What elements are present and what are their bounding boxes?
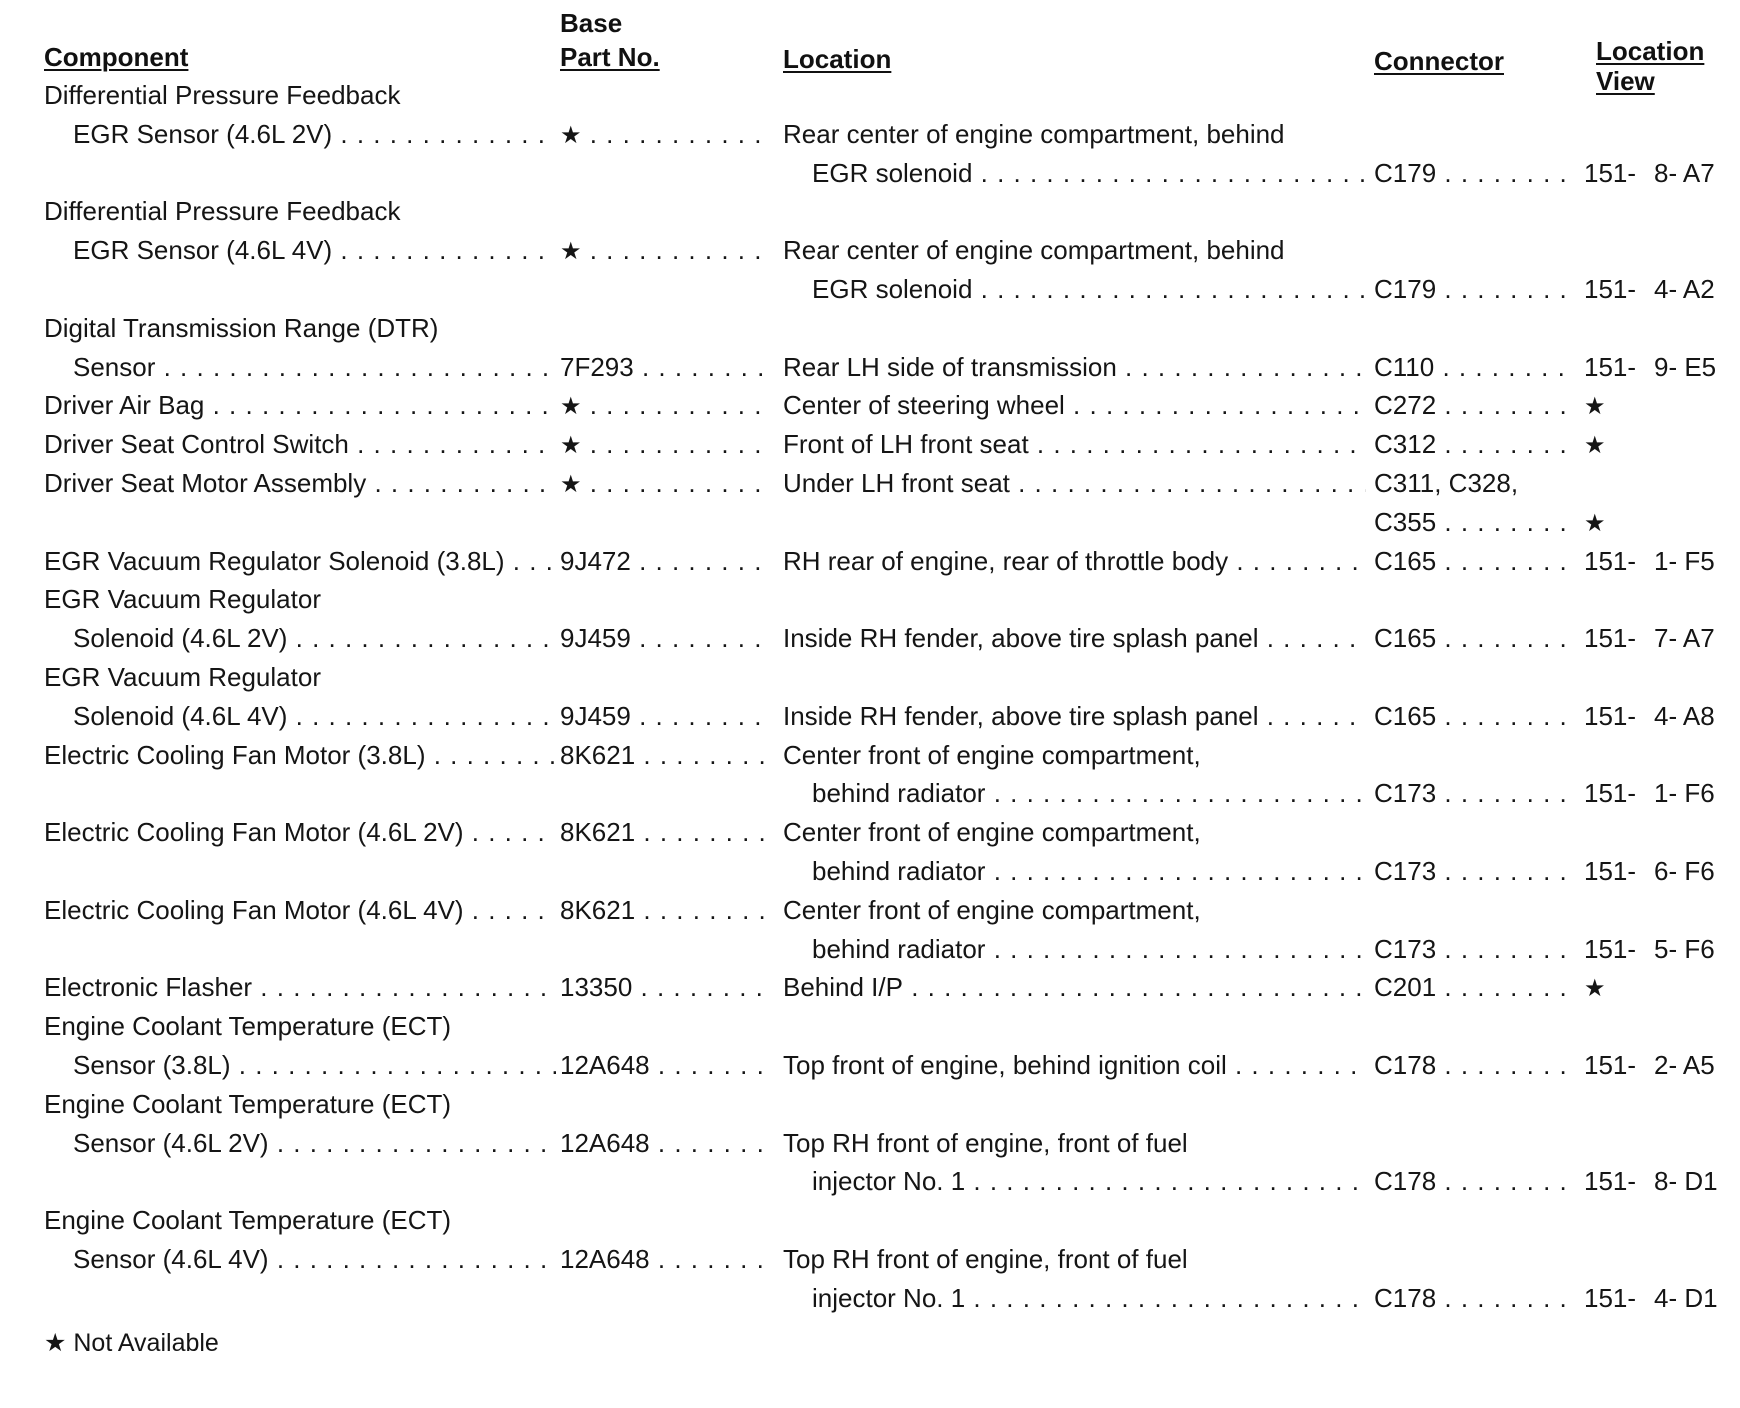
header-base-part-bottom: Part No. <box>560 42 660 72</box>
footnote-not-available: ★ Not Available <box>44 1329 219 1357</box>
location-view-page: 151- <box>1584 1282 1637 1313</box>
table-row <box>0 386 1740 425</box>
location-view-grid: 4- A8 <box>1654 700 1715 731</box>
base-part-number: ★ . . . <box>560 115 773 154</box>
table-row <box>0 852 1740 891</box>
location-view-grid: 7- A7 <box>1654 623 1715 654</box>
component-name: Driver Seat Motor Assembly . . . <box>44 464 556 503</box>
connector-id: C178 . . . <box>1374 1046 1574 1085</box>
table-row <box>0 1162 1740 1201</box>
location-view-page: ★ <box>1584 432 1606 460</box>
location-view-page: 151- <box>1584 623 1637 654</box>
location-view-page: 151- <box>1584 856 1637 886</box>
component-name: Engine Coolant Temperature (ECT) <box>44 1011 452 1042</box>
base-part-number: 8K621 . . . <box>560 891 773 930</box>
connector-id: C311, C328, <box>1374 468 1519 498</box>
table-row <box>0 270 1740 309</box>
table-row <box>0 1201 1740 1240</box>
location-text: Center of steering wheel . . . <box>783 386 1366 425</box>
component-name: EGR Sensor (4.6L 4V) . . . <box>73 231 556 270</box>
table-row <box>0 503 1740 542</box>
component-name: EGR Vacuum Regulator <box>44 584 321 615</box>
base-part-number: ★ . . . <box>560 425 773 464</box>
location-view-page: 151- <box>1584 1050 1637 1080</box>
table-row <box>0 425 1740 464</box>
table-row <box>0 968 1740 1007</box>
location-view-page: 151- <box>1584 933 1637 964</box>
location-text: Center front of engine compartment, <box>783 739 1201 770</box>
location-view-grid: 2- A5 <box>1654 1050 1715 1080</box>
location-text: Center front of engine compartment, <box>783 817 1201 848</box>
table-row <box>0 813 1740 852</box>
table-row <box>0 1279 1740 1318</box>
table-row <box>0 542 1740 581</box>
connector-id: C178 . . . <box>1374 1162 1574 1201</box>
table-row <box>0 1240 1740 1279</box>
location-view-page: ★ <box>1584 509 1606 537</box>
header-base-part-top: Base <box>560 8 623 38</box>
location-view-page: ★ <box>1584 393 1606 421</box>
component-name: Sensor (4.6L 4V) . . . <box>73 1240 556 1279</box>
base-part-number: 13350 . . . <box>560 968 773 1007</box>
location-text: EGR solenoid . . . <box>812 270 1366 309</box>
connector-id: C173 . . . <box>1374 774 1574 813</box>
location-view-page: 151- <box>1584 351 1637 382</box>
base-part-number: 8K621 . . . <box>560 813 773 852</box>
location-view-page: 151- <box>1584 700 1637 731</box>
component-name: EGR Sensor (4.6L 2V) . . . <box>73 115 556 154</box>
location-text: injector No. 1 . . . <box>812 1279 1366 1318</box>
table-row <box>0 154 1740 193</box>
connector-id: C355 . . . <box>1374 503 1574 542</box>
connector-id: C110 . . . <box>1374 348 1574 387</box>
table-row <box>0 930 1740 969</box>
location-view-grid: 4- D1 <box>1654 1282 1718 1313</box>
location-text: Front of LH front seat . . . <box>783 425 1366 464</box>
location-text: Top RH front of engine, front of fuel <box>783 1244 1188 1274</box>
connector-id: C179 . . . <box>1374 154 1574 193</box>
table-row <box>0 1007 1740 1046</box>
location-view-grid: 8- D1 <box>1654 1166 1718 1197</box>
component-name: Engine Coolant Temperature (ECT) <box>44 1205 452 1236</box>
table-row <box>0 309 1740 348</box>
header-location-view-top: Location <box>1596 36 1705 66</box>
location-view-grid: 5- F6 <box>1654 933 1715 964</box>
base-part-number: 7F293 . . . <box>560 348 773 387</box>
location-view-grid: 8- A7 <box>1654 157 1715 188</box>
location-text: behind radiator . . . <box>812 852 1366 891</box>
header-location-view-bottom: View <box>1596 66 1655 96</box>
table-row <box>0 192 1740 231</box>
base-part-number: 9J459 . . . <box>560 697 773 736</box>
table-row <box>0 658 1740 697</box>
base-part-number: 9J472 . . . <box>560 542 773 581</box>
component-name: Driver Seat Control Switch . . . <box>44 425 556 464</box>
base-part-number: ★ . . . <box>560 231 773 270</box>
location-view-grid: 9- E5 <box>1654 351 1717 382</box>
connector-id: C165 . . . <box>1374 697 1574 736</box>
header-connector: Connector <box>1374 46 1504 76</box>
location-text: Inside RH fender, above tire splash panel . . . <box>783 619 1366 658</box>
location-text: behind radiator . . . <box>812 774 1366 813</box>
location-text: RH rear of engine, rear of throttle body . . . <box>783 542 1366 581</box>
location-text: Rear center of engine compartment, behind <box>783 235 1285 266</box>
location-view-grid: 4- A2 <box>1654 274 1715 304</box>
location-view-grid: 1- F5 <box>1654 545 1715 576</box>
connector-id: C312 . . . <box>1374 425 1574 464</box>
base-part-number: 9J459 . . . <box>560 619 773 658</box>
component-name: Electronic Flasher . . . <box>44 968 556 1007</box>
table-row <box>0 580 1740 619</box>
table-row <box>0 115 1740 154</box>
location-view-page: 151- <box>1584 545 1637 576</box>
table-row <box>0 464 1740 503</box>
location-view-grid: 6- F6 <box>1654 856 1715 886</box>
location-text: injector No. 1 . . . <box>812 1162 1366 1201</box>
component-name: Solenoid (4.6L 4V) . . . <box>73 697 556 736</box>
location-text: behind radiator . . . <box>812 930 1366 969</box>
component-name: Sensor (4.6L 2V) . . . <box>73 1124 556 1163</box>
location-view-page: 151- <box>1584 157 1637 188</box>
base-part-number: ★ . . . <box>560 386 773 425</box>
component-name: Digital Transmission Range (DTR) <box>44 312 439 343</box>
connector-id: C272 . . . <box>1374 386 1574 425</box>
base-part-number: ★ . . . <box>560 464 773 503</box>
component-name: EGR Vacuum Regulator <box>44 662 321 692</box>
connector-id: C173 . . . <box>1374 930 1574 969</box>
table-row <box>0 1124 1740 1163</box>
header-base-part <box>560 6 660 74</box>
table-row <box>0 1046 1740 1085</box>
table-row <box>0 231 1740 270</box>
component-name: Differential Pressure Feedback <box>44 80 401 110</box>
component-name: Sensor . . . <box>73 348 556 387</box>
table-row <box>0 891 1740 930</box>
base-part-number: 12A648 . . . <box>560 1240 773 1279</box>
connector-id: C165 . . . <box>1374 542 1574 581</box>
location-text: EGR solenoid . . . <box>812 154 1366 193</box>
component-name: Electric Cooling Fan Motor (4.6L 2V) . . . <box>44 813 556 852</box>
component-name: EGR Vacuum Regulator Solenoid (3.8L) . . . <box>44 542 556 581</box>
base-part-number: 12A648 . . . <box>560 1124 773 1163</box>
table-row <box>0 76 1740 115</box>
component-name: Engine Coolant Temperature (ECT) <box>44 1088 452 1119</box>
component-name: Electric Cooling Fan Motor (4.6L 4V) . . . <box>44 891 556 930</box>
table-row <box>0 619 1740 658</box>
table-row <box>0 736 1740 775</box>
table-row <box>0 774 1740 813</box>
location-view-page: ★ <box>1584 975 1606 1003</box>
location-view-page: 151- <box>1584 778 1637 809</box>
location-text: Rear LH side of transmission . . . <box>783 348 1366 387</box>
connector-id: C173 . . . <box>1374 852 1574 891</box>
component-name: Sensor (3.8L) . . . <box>73 1046 556 1085</box>
location-text: Inside RH fender, above tire splash panel . . . <box>783 697 1366 736</box>
location-view-page: 151- <box>1584 274 1637 304</box>
location-view-page: 151- <box>1584 1166 1637 1197</box>
base-part-number: 12A648 . . . <box>560 1046 773 1085</box>
location-text: Under LH front seat . . . <box>783 464 1366 503</box>
component-name: Differential Pressure Feedback <box>44 196 401 227</box>
connector-id: C178 . . . <box>1374 1279 1574 1318</box>
table-row <box>0 697 1740 736</box>
base-part-number: 8K621 . . . <box>560 736 773 775</box>
connector-id: C165 . . . <box>1374 619 1574 658</box>
location-text: Top RH front of engine, front of fuel <box>783 1127 1188 1158</box>
component-name: Solenoid (4.6L 2V) . . . <box>73 619 556 658</box>
component-name: Electric Cooling Fan Motor (3.8L) . . . <box>44 736 556 775</box>
location-text: Rear center of engine compartment, behind <box>783 118 1285 149</box>
component-name: Driver Air Bag . . . <box>44 386 556 425</box>
connector-id: C201 . . . <box>1374 968 1574 1007</box>
connector-id: C179 . . . <box>1374 270 1574 309</box>
header-location: Location <box>783 44 892 74</box>
table-row <box>0 1085 1740 1124</box>
location-view-grid: 1- F6 <box>1654 778 1715 809</box>
location-text: Center front of engine compartment, <box>783 894 1201 925</box>
location-text: Top front of engine, behind ignition coil . . . <box>783 1046 1366 1085</box>
header-component: Component <box>44 42 189 72</box>
table-row <box>0 348 1740 387</box>
location-text: Behind I/P . . . <box>783 968 1366 1007</box>
